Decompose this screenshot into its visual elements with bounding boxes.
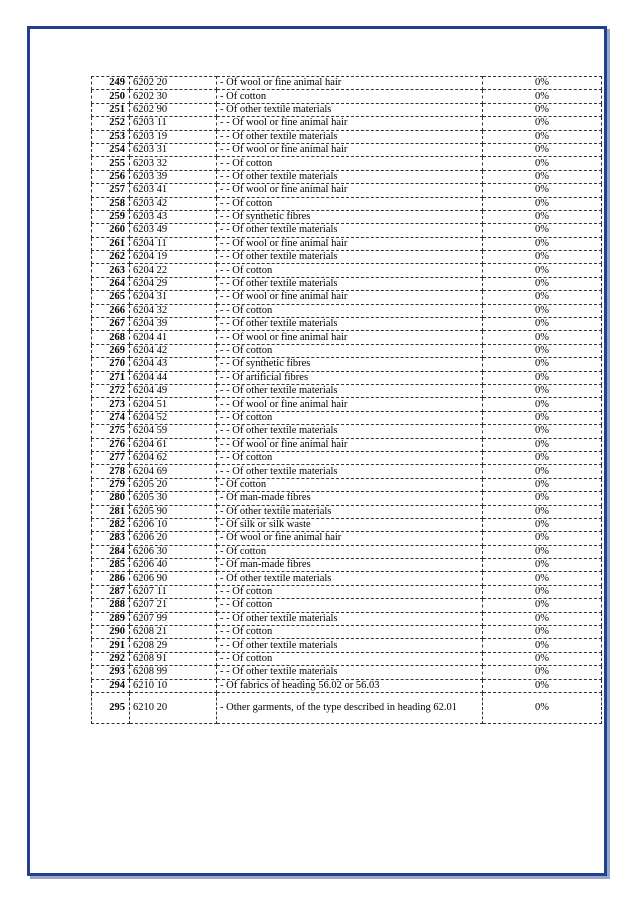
description-cell: - - Of other textile materials xyxy=(217,224,483,237)
table-row xyxy=(92,371,602,384)
row-number-cell: 272 xyxy=(92,384,130,397)
description-cell: - - Of other textile materials xyxy=(217,318,483,331)
table-row xyxy=(92,77,602,90)
row-number-cell: 256 xyxy=(92,170,130,183)
table-row xyxy=(92,585,602,598)
row-number-cell: 252 xyxy=(92,117,130,130)
description-cell: - - Of wool or fine animal hair xyxy=(217,237,483,250)
tariff-rate-cell: 0% xyxy=(483,679,602,692)
table-row xyxy=(92,143,602,156)
hs-code-cell: 6204 22 xyxy=(130,264,217,277)
hs-code-cell: 6204 61 xyxy=(130,438,217,451)
table-row xyxy=(92,130,602,143)
tariff-rate-cell: 0% xyxy=(483,666,602,679)
row-number-cell: 289 xyxy=(92,612,130,625)
tariff-rate-cell: 0% xyxy=(483,170,602,183)
hs-code-cell: 6205 90 xyxy=(130,505,217,518)
row-number-cell: 263 xyxy=(92,264,130,277)
table-row xyxy=(92,344,602,357)
tariff-rate-cell: 0% xyxy=(483,291,602,304)
row-number-cell: 268 xyxy=(92,331,130,344)
row-number-cell: 265 xyxy=(92,291,130,304)
tariff-rate-cell: 0% xyxy=(483,398,602,411)
hs-code-cell: 6204 69 xyxy=(130,465,217,478)
description-cell: - - Of other textile materials xyxy=(217,612,483,625)
description-cell: - - Of wool or fine animal hair xyxy=(217,398,483,411)
row-number-cell: 277 xyxy=(92,451,130,464)
row-number-cell: 267 xyxy=(92,318,130,331)
description-cell: - Of man-made fibres xyxy=(217,559,483,572)
row-number-cell: 276 xyxy=(92,438,130,451)
table-row xyxy=(92,545,602,558)
hs-code-cell: 6205 30 xyxy=(130,492,217,505)
tariff-rate-cell: 0% xyxy=(483,411,602,424)
description-cell: - Of man-made fibres xyxy=(217,492,483,505)
table-row xyxy=(92,251,602,264)
hs-code-cell: 6204 51 xyxy=(130,398,217,411)
description-cell: - - Of wool or fine animal hair xyxy=(217,184,483,197)
hs-code-cell: 6204 31 xyxy=(130,291,217,304)
description-cell: - - Of wool or fine animal hair xyxy=(217,143,483,156)
table-row xyxy=(92,666,602,679)
hs-code-cell: 6208 29 xyxy=(130,639,217,652)
tariff-rate-cell: 0% xyxy=(483,518,602,531)
description-cell: - Of cotton xyxy=(217,545,483,558)
hs-code-cell: 6204 62 xyxy=(130,451,217,464)
hs-code-cell: 6204 44 xyxy=(130,371,217,384)
hs-code-cell: 6204 11 xyxy=(130,237,217,250)
hs-code-cell: 6203 32 xyxy=(130,157,217,170)
tariff-rate-cell: 0% xyxy=(483,237,602,250)
tariff-rate-cell: 0% xyxy=(483,692,602,723)
tariff-rate-cell: 0% xyxy=(483,585,602,598)
table-row xyxy=(92,679,602,692)
description-cell: - - Of cotton xyxy=(217,599,483,612)
tariff-rate-cell: 0% xyxy=(483,612,602,625)
table-row xyxy=(92,358,602,371)
description-cell: - - Of cotton xyxy=(217,585,483,598)
hs-code-cell: 6210 10 xyxy=(130,679,217,692)
tariff-rate-cell: 0% xyxy=(483,532,602,545)
description-cell: - - Of other textile materials xyxy=(217,465,483,478)
tariff-rate-cell: 0% xyxy=(483,318,602,331)
table-row xyxy=(92,505,602,518)
hs-code-cell: 6208 99 xyxy=(130,666,217,679)
hs-code-cell: 6206 20 xyxy=(130,532,217,545)
description-cell: - Of other textile materials xyxy=(217,505,483,518)
table-row xyxy=(92,492,602,505)
row-number-cell: 283 xyxy=(92,532,130,545)
tariff-rate-cell: 0% xyxy=(483,465,602,478)
tariff-rate-cell: 0% xyxy=(483,626,602,639)
table-row xyxy=(92,626,602,639)
hs-code-cell: 6204 39 xyxy=(130,318,217,331)
hs-code-cell: 6203 39 xyxy=(130,170,217,183)
description-cell: - - Of other textile materials xyxy=(217,277,483,290)
tariff-rate-cell: 0% xyxy=(483,545,602,558)
row-number-cell: 293 xyxy=(92,666,130,679)
tariff-rate-cell: 0% xyxy=(483,117,602,130)
row-number-cell: 257 xyxy=(92,184,130,197)
row-number-cell: 258 xyxy=(92,197,130,210)
tariff-rate-cell: 0% xyxy=(483,77,602,90)
hs-code-cell: 6203 41 xyxy=(130,184,217,197)
description-cell: - - Of other textile materials xyxy=(217,666,483,679)
row-number-cell: 278 xyxy=(92,465,130,478)
tariff-rate-cell: 0% xyxy=(483,438,602,451)
tariff-rate-cell: 0% xyxy=(483,210,602,223)
table-row xyxy=(92,264,602,277)
hs-code-cell: 6206 10 xyxy=(130,518,217,531)
table-row xyxy=(92,291,602,304)
hs-code-cell: 6204 19 xyxy=(130,251,217,264)
description-cell: - - Of other textile materials xyxy=(217,251,483,264)
hs-code-cell: 6204 41 xyxy=(130,331,217,344)
description-cell: - Of cotton xyxy=(217,478,483,491)
tariff-rate-cell: 0% xyxy=(483,184,602,197)
table-row xyxy=(92,438,602,451)
row-number-cell: 251 xyxy=(92,103,130,116)
table-row xyxy=(92,318,602,331)
tariff-table-body xyxy=(92,77,602,724)
table-row xyxy=(92,184,602,197)
description-cell: - Other garments, of the type described in heading 62.01 xyxy=(217,692,483,723)
hs-code-cell: 6204 29 xyxy=(130,277,217,290)
row-number-cell: 282 xyxy=(92,518,130,531)
hs-code-cell: 6204 43 xyxy=(130,358,217,371)
table-row xyxy=(92,532,602,545)
description-cell: - - Of wool or fine animal hair xyxy=(217,438,483,451)
description-cell: - - Of cotton xyxy=(217,411,483,424)
description-cell: - - Of cotton xyxy=(217,264,483,277)
row-number-cell: 284 xyxy=(92,545,130,558)
hs-code-cell: 6202 20 xyxy=(130,77,217,90)
description-cell: - Of cotton xyxy=(217,90,483,103)
tariff-rate-cell: 0% xyxy=(483,505,602,518)
hs-code-cell: 6210 20 xyxy=(130,692,217,723)
row-number-cell: 264 xyxy=(92,277,130,290)
table-row xyxy=(92,237,602,250)
hs-code-cell: 6202 30 xyxy=(130,90,217,103)
description-cell: - Of silk or silk waste xyxy=(217,518,483,531)
tariff-table xyxy=(91,76,602,724)
description-cell: - - Of cotton xyxy=(217,626,483,639)
table-row xyxy=(92,197,602,210)
hs-code-cell: 6204 32 xyxy=(130,304,217,317)
table-row xyxy=(92,90,602,103)
description-cell: - - Of cotton xyxy=(217,197,483,210)
row-number-cell: 281 xyxy=(92,505,130,518)
hs-code-cell: 6207 99 xyxy=(130,612,217,625)
table-row xyxy=(92,304,602,317)
table-row xyxy=(92,157,602,170)
table-row xyxy=(92,639,602,652)
row-number-cell: 287 xyxy=(92,585,130,598)
row-number-cell: 254 xyxy=(92,143,130,156)
hs-code-cell: 6203 31 xyxy=(130,143,217,156)
hs-code-cell: 6203 43 xyxy=(130,210,217,223)
table-row xyxy=(92,692,602,723)
tariff-rate-cell: 0% xyxy=(483,304,602,317)
row-number-cell: 260 xyxy=(92,224,130,237)
description-cell: - Of other textile materials xyxy=(217,103,483,116)
tariff-rate-cell: 0% xyxy=(483,264,602,277)
table-row xyxy=(92,559,602,572)
tariff-rate-cell: 0% xyxy=(483,344,602,357)
tariff-rate-cell: 0% xyxy=(483,559,602,572)
table-row xyxy=(92,103,602,116)
row-number-cell: 261 xyxy=(92,237,130,250)
row-number-cell: 275 xyxy=(92,425,130,438)
hs-code-cell: 6203 42 xyxy=(130,197,217,210)
hs-code-cell: 6204 52 xyxy=(130,411,217,424)
hs-code-cell: 6204 49 xyxy=(130,384,217,397)
hs-code-cell: 6204 42 xyxy=(130,344,217,357)
row-number-cell: 253 xyxy=(92,130,130,143)
table-row xyxy=(92,652,602,665)
row-number-cell: 273 xyxy=(92,398,130,411)
row-number-cell: 262 xyxy=(92,251,130,264)
row-number-cell: 250 xyxy=(92,90,130,103)
hs-code-cell: 6203 19 xyxy=(130,130,217,143)
hs-code-cell: 6202 90 xyxy=(130,103,217,116)
description-cell: - - Of artificial fibres xyxy=(217,371,483,384)
table-row xyxy=(92,117,602,130)
table-row xyxy=(92,331,602,344)
tariff-rate-cell: 0% xyxy=(483,599,602,612)
tariff-rate-cell: 0% xyxy=(483,652,602,665)
description-cell: - - Of cotton xyxy=(217,652,483,665)
hs-code-cell: 6205 20 xyxy=(130,478,217,491)
hs-code-cell: 6207 11 xyxy=(130,585,217,598)
tariff-rate-cell: 0% xyxy=(483,492,602,505)
row-number-cell: 288 xyxy=(92,599,130,612)
tariff-rate-cell: 0% xyxy=(483,103,602,116)
tariff-rate-cell: 0% xyxy=(483,90,602,103)
description-cell: - - Of other textile materials xyxy=(217,130,483,143)
row-number-cell: 259 xyxy=(92,210,130,223)
row-number-cell: 280 xyxy=(92,492,130,505)
table-row xyxy=(92,425,602,438)
row-number-cell: 294 xyxy=(92,679,130,692)
table-row xyxy=(92,599,602,612)
tariff-rate-cell: 0% xyxy=(483,251,602,264)
hs-code-cell: 6206 90 xyxy=(130,572,217,585)
table-row xyxy=(92,170,602,183)
table-row xyxy=(92,277,602,290)
tariff-rate-cell: 0% xyxy=(483,572,602,585)
tariff-rate-cell: 0% xyxy=(483,425,602,438)
description-cell: - - Of wool or fine animal hair xyxy=(217,117,483,130)
row-number-cell: 269 xyxy=(92,344,130,357)
tariff-rate-cell: 0% xyxy=(483,371,602,384)
table-row xyxy=(92,518,602,531)
description-cell: - - Of other textile materials xyxy=(217,425,483,438)
row-number-cell: 292 xyxy=(92,652,130,665)
tariff-rate-cell: 0% xyxy=(483,143,602,156)
tariff-rate-cell: 0% xyxy=(483,478,602,491)
row-number-cell: 249 xyxy=(92,77,130,90)
row-number-cell: 271 xyxy=(92,371,130,384)
description-cell: - - Of other textile materials xyxy=(217,639,483,652)
row-number-cell: 285 xyxy=(92,559,130,572)
hs-code-cell: 6208 91 xyxy=(130,652,217,665)
description-cell: - - Of other textile materials xyxy=(217,170,483,183)
tariff-rate-cell: 0% xyxy=(483,451,602,464)
tariff-rate-cell: 0% xyxy=(483,224,602,237)
hs-code-cell: 6207 21 xyxy=(130,599,217,612)
row-number-cell: 270 xyxy=(92,358,130,371)
description-cell: - - Of cotton xyxy=(217,304,483,317)
description-cell: - - Of cotton xyxy=(217,344,483,357)
hs-code-cell: 6206 40 xyxy=(130,559,217,572)
hs-code-cell: 6208 21 xyxy=(130,626,217,639)
tariff-rate-cell: 0% xyxy=(483,277,602,290)
tariff-rate-cell: 0% xyxy=(483,157,602,170)
table-row xyxy=(92,612,602,625)
description-cell: - - Of other textile materials xyxy=(217,384,483,397)
hs-code-cell: 6204 59 xyxy=(130,425,217,438)
description-cell: - Of fabrics of heading 56.02 or 56.03 xyxy=(217,679,483,692)
hs-code-cell: 6206 30 xyxy=(130,545,217,558)
description-cell: - Of wool or fine animal hair xyxy=(217,77,483,90)
description-cell: - - Of cotton xyxy=(217,451,483,464)
tariff-rate-cell: 0% xyxy=(483,331,602,344)
table-row xyxy=(92,478,602,491)
table-row xyxy=(92,572,602,585)
description-cell: - - Of synthetic fibres xyxy=(217,358,483,371)
description-cell: - - Of wool or fine animal hair xyxy=(217,291,483,304)
description-cell: - - Of cotton xyxy=(217,157,483,170)
table-row xyxy=(92,398,602,411)
tariff-rate-cell: 0% xyxy=(483,197,602,210)
description-cell: - - Of synthetic fibres xyxy=(217,210,483,223)
tariff-rate-cell: 0% xyxy=(483,639,602,652)
description-cell: - Of wool or fine animal hair xyxy=(217,532,483,545)
table-row xyxy=(92,465,602,478)
hs-code-cell: 6203 11 xyxy=(130,117,217,130)
row-number-cell: 290 xyxy=(92,626,130,639)
description-cell: - Of other textile materials xyxy=(217,572,483,585)
table-row xyxy=(92,224,602,237)
row-number-cell: 279 xyxy=(92,478,130,491)
row-number-cell: 255 xyxy=(92,157,130,170)
table-row xyxy=(92,411,602,424)
tariff-rate-cell: 0% xyxy=(483,130,602,143)
description-cell: - - Of wool or fine animal hair xyxy=(217,331,483,344)
row-number-cell: 295 xyxy=(92,692,130,723)
row-number-cell: 286 xyxy=(92,572,130,585)
table-row xyxy=(92,384,602,397)
row-number-cell: 291 xyxy=(92,639,130,652)
tariff-rate-cell: 0% xyxy=(483,384,602,397)
hs-code-cell: 6203 49 xyxy=(130,224,217,237)
row-number-cell: 274 xyxy=(92,411,130,424)
tariff-rate-cell: 0% xyxy=(483,358,602,371)
table-row xyxy=(92,451,602,464)
row-number-cell: 266 xyxy=(92,304,130,317)
table-row xyxy=(92,210,602,223)
